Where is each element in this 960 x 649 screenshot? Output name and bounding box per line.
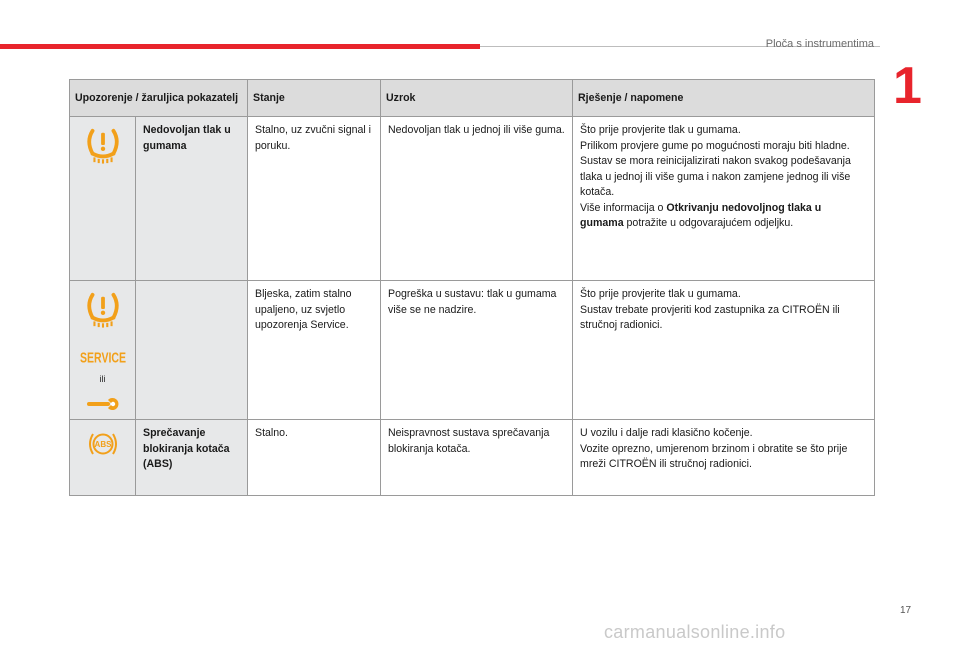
solution-text: Sustav trebate provjeriti kod zastupnika za CITROËN ili stručnoj radionici. (580, 303, 840, 331)
solution-cell (573, 281, 875, 420)
column-header-state: Stanje (248, 80, 381, 117)
table-row (70, 281, 875, 420)
solution-text: Više informacija o Otkrivanju nedovoljnog tlaka u gumama potražite u odgovarajućem odjeljku. (580, 201, 822, 229)
table-row (70, 420, 875, 496)
page-number: 17 (900, 605, 912, 616)
solution-text: Što prije provjerite tlak u gumama. (580, 124, 741, 136)
cause-cell: Pogreška u sustavu: tlak u gumama više se ne nadzire. (381, 281, 573, 420)
solution-text: Prilikom provjere gume po mogućnosti moraju biti hladne. (580, 139, 850, 152)
service-icon (79, 349, 127, 365)
column-header-cause: Uzrok (381, 80, 573, 117)
wrench-icon (86, 392, 120, 412)
svg-text:SERVICE: SERVICE (79, 350, 126, 366)
section-title: Ploča s instrumentima (765, 38, 874, 50)
icon-cell (70, 281, 136, 420)
table-header-row (70, 80, 875, 117)
chapter-number: 1 (893, 57, 922, 115)
cause-cell: Neispravnost sustava sprečavanja blokiranja kotača. (381, 420, 573, 496)
solution-text: U vozilu i dalje radi klasično kočenje. (580, 427, 753, 439)
state-cell: Stalno, uz zvučni signal i poruku. (248, 117, 381, 281)
column-header-warning: Upozorenje / žaruljica pokazatelj (70, 80, 248, 117)
cause-cell: Nedovoljan tlak u jednoj ili više guma. (381, 117, 573, 281)
warning-name: Nedovoljan tlak u gumama (136, 117, 248, 281)
tyre-pressure-warning-icon (84, 291, 122, 329)
warning-name: Sprečavanje blokiranja kotača (ABS) (136, 420, 248, 496)
solution-text: Vozite oprezno, umjerenom brzinom i obratite se što prije mreži CITROËN ili stručnoj radionici. (580, 442, 848, 470)
header-accent-bar (0, 44, 480, 49)
abs-warning-icon (86, 430, 120, 458)
column-header-solution: Rješenje / napomene (573, 80, 875, 117)
tyre-pressure-warning-icon (84, 127, 122, 165)
cross-reference: Otkrivanju nedovoljnog tlaka u gumama (580, 201, 822, 229)
table-row (70, 117, 875, 281)
icon-cell (70, 420, 136, 496)
icon-cell (70, 117, 136, 281)
warning-lights-table (69, 79, 875, 496)
solution-cell (573, 117, 875, 281)
watermark: carmanualsonline.info (604, 622, 786, 642)
svg-text:ABS: ABS (94, 440, 111, 450)
solution-text: Sustav se mora reinicijalizirati nakon svakog podešavanja tlaka u jednoj ili više guma i nakon zamjene jednog ili više kotača. (580, 155, 851, 198)
solution-cell (573, 420, 875, 496)
solution-text: Što prije provjerite tlak u gumama. (580, 288, 741, 300)
state-cell: Bljeska, zatim stalno upaljeno, uz svjetlo upozorenja Service. (248, 281, 381, 420)
or-label: ili (99, 374, 106, 385)
state-cell: Stalno. (248, 420, 381, 496)
warning-name (136, 281, 248, 420)
